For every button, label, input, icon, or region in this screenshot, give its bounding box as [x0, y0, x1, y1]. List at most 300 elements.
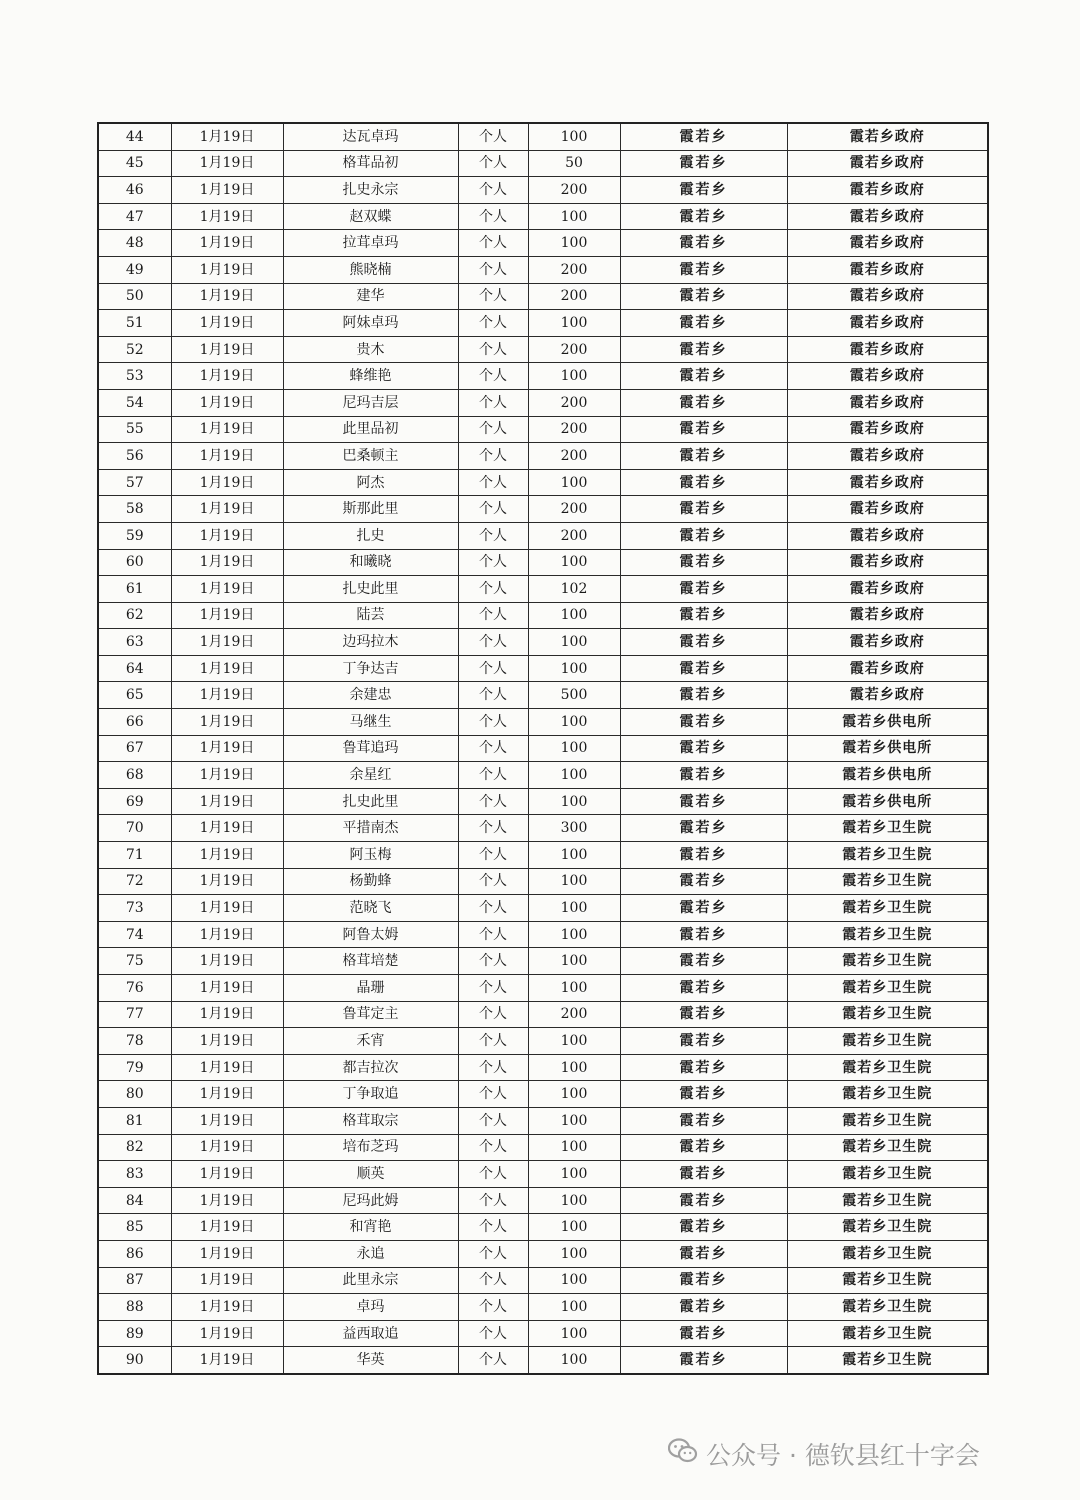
donor-name-cell: 陆芸	[283, 602, 458, 629]
table-row	[98, 123, 988, 150]
work-unit-cell: 霞若乡政府	[787, 416, 988, 443]
donor-type-cell: 个人	[458, 1214, 528, 1241]
donor-name-cell: 达瓦卓玛	[283, 123, 458, 150]
donor-name-cell: 鲁茸追玛	[283, 735, 458, 762]
donor-name-cell: 永追	[283, 1240, 458, 1267]
donor-name-cell: 平措南杰	[283, 815, 458, 842]
row-number-cell: 82	[98, 1134, 171, 1161]
row-number-cell: 71	[98, 842, 171, 869]
table-row	[98, 1054, 988, 1081]
township-cell: 霞若乡	[620, 815, 787, 842]
donor-type-cell: 个人	[458, 948, 528, 975]
township-cell: 霞若乡	[620, 602, 787, 629]
table-row	[98, 576, 988, 603]
township-cell: 霞若乡	[620, 842, 787, 869]
donor-name-cell: 建华	[283, 283, 458, 310]
township-cell: 霞若乡	[620, 522, 787, 549]
donor-name-cell: 晶珊	[283, 975, 458, 1002]
table-row	[98, 762, 988, 789]
row-number-cell: 58	[98, 496, 171, 523]
row-number-cell: 61	[98, 576, 171, 603]
donor-name-cell: 和宵艳	[283, 1214, 458, 1241]
work-unit-cell: 霞若乡卫生院	[787, 921, 988, 948]
watermark-text: 公众号 · 德钦县红十字会	[706, 1441, 980, 1470]
donation-amount-cell: 100	[528, 1267, 620, 1294]
work-unit-cell: 霞若乡政府	[787, 230, 988, 257]
table-row	[98, 1081, 988, 1108]
work-unit-cell: 霞若乡政府	[787, 310, 988, 337]
donation-amount-cell: 100	[528, 629, 620, 656]
row-number-cell: 85	[98, 1214, 171, 1241]
table-row	[98, 1161, 988, 1188]
township-cell: 霞若乡	[620, 1294, 787, 1321]
row-number-cell: 66	[98, 709, 171, 736]
row-number-cell: 47	[98, 203, 171, 230]
work-unit-cell: 霞若乡卫生院	[787, 1081, 988, 1108]
donation-amount-cell: 100	[528, 602, 620, 629]
donor-type-cell: 个人	[458, 310, 528, 337]
township-cell: 霞若乡	[620, 1214, 787, 1241]
township-cell: 霞若乡	[620, 975, 787, 1002]
donor-name-cell: 都吉拉次	[283, 1054, 458, 1081]
donation-date-cell: 1月19日	[171, 1294, 283, 1321]
work-unit-cell: 霞若乡政府	[787, 576, 988, 603]
donation-amount-cell: 500	[528, 682, 620, 709]
row-number-cell: 54	[98, 389, 171, 416]
donor-type-cell: 个人	[458, 416, 528, 443]
donor-name-cell: 扎史永宗	[283, 177, 458, 204]
donor-type-cell: 个人	[458, 1107, 528, 1134]
donation-amount-cell: 100	[528, 975, 620, 1002]
township-cell: 霞若乡	[620, 735, 787, 762]
donor-name-cell: 阿妹卓玛	[283, 310, 458, 337]
donor-name-cell: 阿杰	[283, 469, 458, 496]
donation-date-cell: 1月19日	[171, 150, 283, 177]
donation-amount-cell: 200	[528, 389, 620, 416]
township-cell: 霞若乡	[620, 709, 787, 736]
donation-date-cell: 1月19日	[171, 975, 283, 1002]
donation-amount-cell: 100	[528, 948, 620, 975]
table-row	[98, 868, 988, 895]
donation-date-cell: 1月19日	[171, 1347, 283, 1374]
work-unit-cell: 霞若乡卫生院	[787, 1347, 988, 1374]
table-row	[98, 1214, 988, 1241]
donation-date-cell: 1月19日	[171, 842, 283, 869]
donation-amount-cell: 100	[528, 203, 620, 230]
donor-name-cell: 尼玛此姆	[283, 1187, 458, 1214]
donor-type-cell: 个人	[458, 576, 528, 603]
township-cell: 霞若乡	[620, 788, 787, 815]
table-row	[98, 150, 988, 177]
township-cell: 霞若乡	[620, 123, 787, 150]
donation-date-cell: 1月19日	[171, 283, 283, 310]
donation-date-cell: 1月19日	[171, 1054, 283, 1081]
township-cell: 霞若乡	[620, 496, 787, 523]
row-number-cell: 65	[98, 682, 171, 709]
donor-name-cell: 巴桑顿主	[283, 443, 458, 470]
donor-name-cell: 格茸培楚	[283, 948, 458, 975]
township-cell: 霞若乡	[620, 1347, 787, 1374]
donation-date-cell: 1月19日	[171, 1214, 283, 1241]
donation-amount-cell: 100	[528, 868, 620, 895]
work-unit-cell: 霞若乡政府	[787, 177, 988, 204]
work-unit-cell: 霞若乡政府	[787, 549, 988, 576]
row-number-cell: 81	[98, 1107, 171, 1134]
donor-type-cell: 个人	[458, 1267, 528, 1294]
donation-date-cell: 1月19日	[171, 416, 283, 443]
table-row	[98, 1001, 988, 1028]
table-row	[98, 921, 988, 948]
donation-date-cell: 1月19日	[171, 363, 283, 390]
work-unit-cell: 霞若乡卫生院	[787, 1187, 988, 1214]
work-unit-cell: 霞若乡卫生院	[787, 1107, 988, 1134]
donor-name-cell: 卓玛	[283, 1294, 458, 1321]
donation-amount-cell: 200	[528, 177, 620, 204]
work-unit-cell: 霞若乡卫生院	[787, 1214, 988, 1241]
donor-name-cell: 扎史	[283, 522, 458, 549]
table-row	[98, 682, 988, 709]
work-unit-cell: 霞若乡政府	[787, 443, 988, 470]
donation-date-cell: 1月19日	[171, 1028, 283, 1055]
township-cell: 霞若乡	[620, 1187, 787, 1214]
row-number-cell: 73	[98, 895, 171, 922]
donor-type-cell: 个人	[458, 868, 528, 895]
work-unit-cell: 霞若乡卫生院	[787, 1134, 988, 1161]
work-unit-cell: 霞若乡政府	[787, 336, 988, 363]
table-row	[98, 815, 988, 842]
table-row	[98, 842, 988, 869]
donor-type-cell: 个人	[458, 921, 528, 948]
donation-amount-cell: 100	[528, 363, 620, 390]
work-unit-cell: 霞若乡政府	[787, 283, 988, 310]
table-row	[98, 310, 988, 337]
table-row	[98, 1267, 988, 1294]
donor-type-cell: 个人	[458, 496, 528, 523]
work-unit-cell: 霞若乡卫生院	[787, 975, 988, 1002]
work-unit-cell: 霞若乡供电所	[787, 735, 988, 762]
donor-type-cell: 个人	[458, 522, 528, 549]
work-unit-cell: 霞若乡卫生院	[787, 1054, 988, 1081]
donor-type-cell: 个人	[458, 1187, 528, 1214]
donor-name-cell: 益西取追	[283, 1320, 458, 1347]
donation-date-cell: 1月19日	[171, 177, 283, 204]
township-cell: 霞若乡	[620, 629, 787, 656]
table-row	[98, 336, 988, 363]
donor-name-cell: 赵双蝶	[283, 203, 458, 230]
donation-date-cell: 1月19日	[171, 709, 283, 736]
donation-amount-cell: 100	[528, 1081, 620, 1108]
donor-type-cell: 个人	[458, 842, 528, 869]
donor-name-cell: 扎史此里	[283, 576, 458, 603]
donation-date-cell: 1月19日	[171, 682, 283, 709]
table-body	[98, 123, 988, 1374]
donation-date-cell: 1月19日	[171, 629, 283, 656]
donation-date-cell: 1月19日	[171, 921, 283, 948]
donation-amount-cell: 200	[528, 522, 620, 549]
work-unit-cell: 霞若乡政府	[787, 629, 988, 656]
township-cell: 霞若乡	[620, 1267, 787, 1294]
donor-name-cell: 格茸取宗	[283, 1107, 458, 1134]
row-number-cell: 55	[98, 416, 171, 443]
donation-date-cell: 1月19日	[171, 868, 283, 895]
row-number-cell: 51	[98, 310, 171, 337]
township-cell: 霞若乡	[620, 1161, 787, 1188]
row-number-cell: 53	[98, 363, 171, 390]
donor-type-cell: 个人	[458, 629, 528, 656]
row-number-cell: 83	[98, 1161, 171, 1188]
donor-type-cell: 个人	[458, 735, 528, 762]
row-number-cell: 59	[98, 522, 171, 549]
donation-amount-cell: 300	[528, 815, 620, 842]
row-number-cell: 60	[98, 549, 171, 576]
donation-date-cell: 1月19日	[171, 602, 283, 629]
township-cell: 霞若乡	[620, 1054, 787, 1081]
table-row	[98, 655, 988, 682]
row-number-cell: 52	[98, 336, 171, 363]
township-cell: 霞若乡	[620, 256, 787, 283]
donation-amount-cell: 100	[528, 921, 620, 948]
work-unit-cell: 霞若乡供电所	[787, 762, 988, 789]
table-row	[98, 522, 988, 549]
donation-amount-cell: 200	[528, 256, 620, 283]
donation-amount-cell: 100	[528, 709, 620, 736]
row-number-cell: 80	[98, 1081, 171, 1108]
work-unit-cell: 霞若乡政府	[787, 655, 988, 682]
donation-amount-cell: 100	[528, 123, 620, 150]
donation-amount-cell: 100	[528, 1347, 620, 1374]
township-cell: 霞若乡	[620, 1107, 787, 1134]
work-unit-cell: 霞若乡政府	[787, 496, 988, 523]
donor-type-cell: 个人	[458, 336, 528, 363]
row-number-cell: 72	[98, 868, 171, 895]
donation-date-cell: 1月19日	[171, 815, 283, 842]
donation-amount-cell: 100	[528, 842, 620, 869]
table-row	[98, 389, 988, 416]
work-unit-cell: 霞若乡卫生院	[787, 815, 988, 842]
table-row	[98, 283, 988, 310]
work-unit-cell: 霞若乡政府	[787, 203, 988, 230]
township-cell: 霞若乡	[620, 1240, 787, 1267]
township-cell: 霞若乡	[620, 655, 787, 682]
donor-type-cell: 个人	[458, 283, 528, 310]
donation-amount-cell: 100	[528, 1187, 620, 1214]
table-row	[98, 975, 988, 1002]
donation-date-cell: 1月19日	[171, 549, 283, 576]
donation-date-cell: 1月19日	[171, 1240, 283, 1267]
table-row	[98, 230, 988, 257]
row-number-cell: 57	[98, 469, 171, 496]
donation-date-cell: 1月19日	[171, 1161, 283, 1188]
township-cell: 霞若乡	[620, 921, 787, 948]
row-number-cell: 56	[98, 443, 171, 470]
work-unit-cell: 霞若乡卫生院	[787, 1001, 988, 1028]
donation-amount-cell: 200	[528, 283, 620, 310]
donor-name-cell: 贵木	[283, 336, 458, 363]
table-row	[98, 948, 988, 975]
donor-name-cell: 余建忠	[283, 682, 458, 709]
donor-type-cell: 个人	[458, 123, 528, 150]
donor-name-cell: 顺英	[283, 1161, 458, 1188]
donor-type-cell: 个人	[458, 443, 528, 470]
donation-date-cell: 1月19日	[171, 1187, 283, 1214]
donor-type-cell: 个人	[458, 602, 528, 629]
donation-date-cell: 1月19日	[171, 389, 283, 416]
watermark	[668, 1436, 980, 1472]
row-number-cell: 63	[98, 629, 171, 656]
row-number-cell: 68	[98, 762, 171, 789]
donation-date-cell: 1月19日	[171, 762, 283, 789]
table-row	[98, 549, 988, 576]
donor-name-cell: 格茸品初	[283, 150, 458, 177]
donation-date-cell: 1月19日	[171, 496, 283, 523]
row-number-cell: 74	[98, 921, 171, 948]
donor-name-cell: 此里永宗	[283, 1267, 458, 1294]
township-cell: 霞若乡	[620, 1320, 787, 1347]
donation-amount-cell: 200	[528, 496, 620, 523]
donation-table	[97, 122, 989, 1375]
donation-amount-cell: 200	[528, 1001, 620, 1028]
donation-amount-cell: 100	[528, 549, 620, 576]
township-cell: 霞若乡	[620, 868, 787, 895]
work-unit-cell: 霞若乡政府	[787, 602, 988, 629]
donor-type-cell: 个人	[458, 1028, 528, 1055]
work-unit-cell: 霞若乡卫生院	[787, 895, 988, 922]
township-cell: 霞若乡	[620, 682, 787, 709]
row-number-cell: 70	[98, 815, 171, 842]
donor-name-cell: 范晓飞	[283, 895, 458, 922]
donation-date-cell: 1月19日	[171, 576, 283, 603]
table-row	[98, 1294, 988, 1321]
row-number-cell: 86	[98, 1240, 171, 1267]
donation-amount-cell: 100	[528, 1294, 620, 1321]
row-number-cell: 84	[98, 1187, 171, 1214]
donor-type-cell: 个人	[458, 549, 528, 576]
donor-type-cell: 个人	[458, 788, 528, 815]
donation-amount-cell: 50	[528, 150, 620, 177]
table-row	[98, 1187, 988, 1214]
donor-type-cell: 个人	[458, 762, 528, 789]
row-number-cell: 44	[98, 123, 171, 150]
donor-name-cell: 禾宵	[283, 1028, 458, 1055]
donor-name-cell: 丁争取追	[283, 1081, 458, 1108]
work-unit-cell: 霞若乡卫生院	[787, 1161, 988, 1188]
donor-name-cell: 熊晓楠	[283, 256, 458, 283]
donor-name-cell: 马继生	[283, 709, 458, 736]
donor-type-cell: 个人	[458, 230, 528, 257]
work-unit-cell: 霞若乡卫生院	[787, 842, 988, 869]
donor-name-cell: 鲁茸定主	[283, 1001, 458, 1028]
donation-date-cell: 1月19日	[171, 469, 283, 496]
row-number-cell: 77	[98, 1001, 171, 1028]
donation-amount-cell: 100	[528, 1054, 620, 1081]
donor-name-cell: 尼玛吉层	[283, 389, 458, 416]
work-unit-cell: 霞若乡卫生院	[787, 1028, 988, 1055]
donation-amount-cell: 102	[528, 576, 620, 603]
row-number-cell: 50	[98, 283, 171, 310]
donation-amount-cell: 100	[528, 1320, 620, 1347]
township-cell: 霞若乡	[620, 177, 787, 204]
donor-type-cell: 个人	[458, 203, 528, 230]
township-cell: 霞若乡	[620, 948, 787, 975]
donation-date-cell: 1月19日	[171, 203, 283, 230]
table-row	[98, 177, 988, 204]
work-unit-cell: 霞若乡卫生院	[787, 1320, 988, 1347]
donation-date-cell: 1月19日	[171, 1107, 283, 1134]
donation-date-cell: 1月19日	[171, 1134, 283, 1161]
donor-type-cell: 个人	[458, 709, 528, 736]
donation-amount-cell: 100	[528, 762, 620, 789]
township-cell: 霞若乡	[620, 389, 787, 416]
donor-type-cell: 个人	[458, 1054, 528, 1081]
table-row	[98, 1320, 988, 1347]
work-unit-cell: 霞若乡供电所	[787, 709, 988, 736]
donation-date-cell: 1月19日	[171, 1001, 283, 1028]
table-row	[98, 469, 988, 496]
donor-type-cell: 个人	[458, 815, 528, 842]
donation-date-cell: 1月19日	[171, 1081, 283, 1108]
row-number-cell: 64	[98, 655, 171, 682]
donation-date-cell: 1月19日	[171, 230, 283, 257]
work-unit-cell: 霞若乡政府	[787, 469, 988, 496]
donor-type-cell: 个人	[458, 1320, 528, 1347]
donation-date-cell: 1月19日	[171, 788, 283, 815]
work-unit-cell: 霞若乡卫生院	[787, 1267, 988, 1294]
donation-amount-cell: 100	[528, 1240, 620, 1267]
donation-date-cell: 1月19日	[171, 655, 283, 682]
row-number-cell: 46	[98, 177, 171, 204]
row-number-cell: 90	[98, 1347, 171, 1374]
donation-date-cell: 1月19日	[171, 310, 283, 337]
donation-amount-cell: 200	[528, 416, 620, 443]
donor-name-cell: 蜂维艳	[283, 363, 458, 390]
donor-type-cell: 个人	[458, 363, 528, 390]
work-unit-cell: 霞若乡政府	[787, 363, 988, 390]
row-number-cell: 48	[98, 230, 171, 257]
township-cell: 霞若乡	[620, 230, 787, 257]
township-cell: 霞若乡	[620, 469, 787, 496]
row-number-cell: 49	[98, 256, 171, 283]
township-cell: 霞若乡	[620, 1028, 787, 1055]
table-row	[98, 496, 988, 523]
donation-amount-cell: 200	[528, 443, 620, 470]
wechat-icon	[668, 1437, 698, 1471]
donor-name-cell: 华英	[283, 1347, 458, 1374]
table-row	[98, 1347, 988, 1374]
donor-type-cell: 个人	[458, 1347, 528, 1374]
donor-type-cell: 个人	[458, 682, 528, 709]
table-row	[98, 788, 988, 815]
donor-name-cell: 边玛拉木	[283, 629, 458, 656]
row-number-cell: 45	[98, 150, 171, 177]
row-number-cell: 88	[98, 1294, 171, 1321]
work-unit-cell: 霞若乡卫生院	[787, 1294, 988, 1321]
donation-amount-cell: 100	[528, 735, 620, 762]
table-row	[98, 203, 988, 230]
row-number-cell: 79	[98, 1054, 171, 1081]
table-row	[98, 709, 988, 736]
work-unit-cell: 霞若乡政府	[787, 123, 988, 150]
donation-date-cell: 1月19日	[171, 1267, 283, 1294]
row-number-cell: 75	[98, 948, 171, 975]
row-number-cell: 89	[98, 1320, 171, 1347]
work-unit-cell: 霞若乡卫生院	[787, 948, 988, 975]
township-cell: 霞若乡	[620, 203, 787, 230]
donor-type-cell: 个人	[458, 1240, 528, 1267]
table-row	[98, 629, 988, 656]
donor-name-cell: 和曦晓	[283, 549, 458, 576]
donor-type-cell: 个人	[458, 1081, 528, 1108]
township-cell: 霞若乡	[620, 443, 787, 470]
